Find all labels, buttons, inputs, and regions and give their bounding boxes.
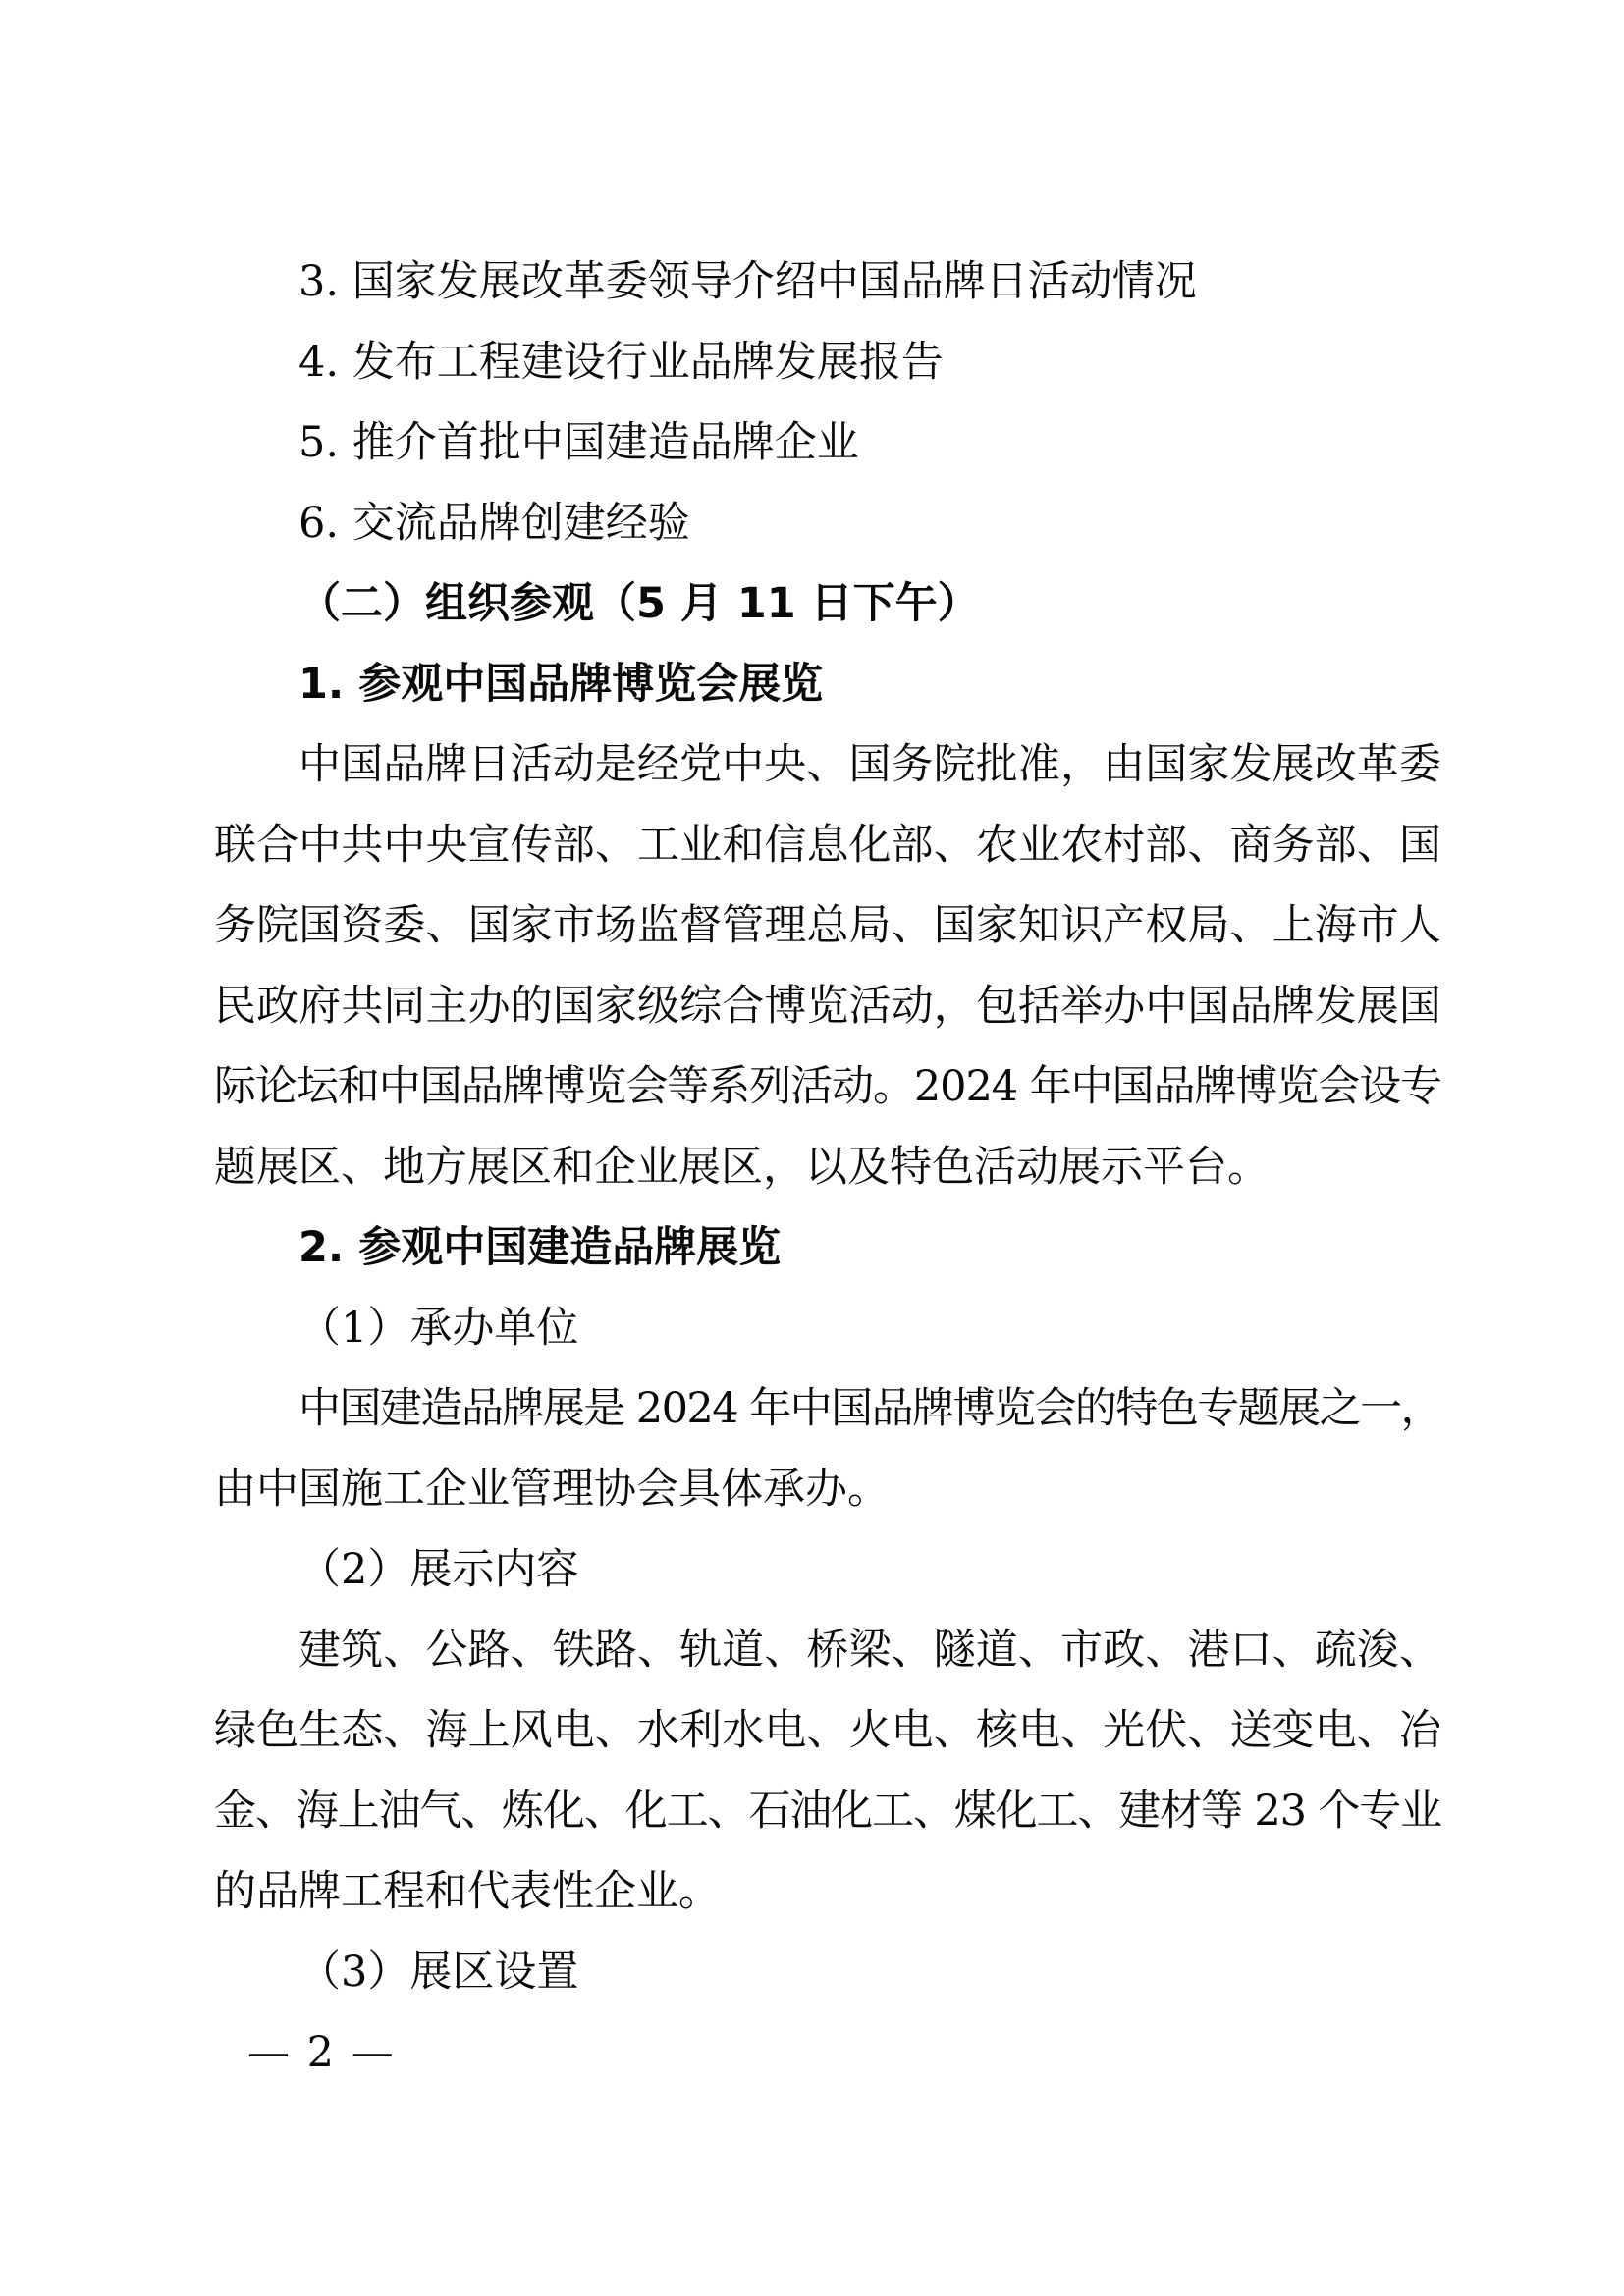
paragraph-line [214, 1851, 1441, 1932]
sub-heading [214, 1932, 1441, 2012]
paragraph-line [214, 1690, 1441, 1771]
paragraph-line-text: 题展区、地方展区和企业展区，以及特色活动展示平台。 [214, 1143, 1270, 1192]
list-item-text: 6. 交流品牌创建经验 [298, 499, 690, 548]
paragraph-line [214, 1771, 1441, 1851]
paragraph-line-text: 民政府共同主办的国家级综合博览活动，包括举办中国品牌发展国 [214, 982, 1441, 1031]
section-heading [214, 1207, 1441, 1288]
paragraph-line [214, 966, 1441, 1046]
list-item [214, 241, 1441, 322]
paragraph-line-text: 由中国施工企业管理协会具体承办。 [214, 1465, 890, 1514]
paragraph-line-text: 绿色生态、海上风电、水利水电、火电、核电、光伏、送变电、冶 [214, 1706, 1441, 1755]
list-item [214, 322, 1441, 402]
section-heading-text: 2. 参观中国建造品牌展览 [298, 1223, 782, 1272]
paragraph-line [214, 885, 1441, 966]
paragraph-line [214, 805, 1441, 885]
paragraph-line-text: 中国品牌日活动是经党中央、国务院批准，由国家发展改革委 [298, 740, 1441, 789]
page-number [247, 2012, 1441, 2093]
section-heading-text: 1. 参观中国品牌博览会展览 [298, 660, 824, 709]
sub-heading-text: （2）展示内容 [298, 1545, 579, 1594]
paragraph-line-text: 建筑、公路、铁路、轨道、桥梁、隧道、市政、港口、疏浚、 [298, 1626, 1441, 1675]
list-item-text: 4. 发布工程建设行业品牌发展报告 [298, 338, 944, 387]
sub-heading-text: （3）展区设置 [298, 1948, 579, 1997]
section-heading [214, 644, 1441, 724]
section-heading [214, 563, 1441, 644]
sub-heading [214, 1288, 1441, 1368]
section-heading-text: （二）组织参观（5 月 11 日下午） [298, 579, 980, 628]
paragraph-line [214, 1046, 1441, 1127]
paragraph-line-text: 金、海上油气、炼化、化工、石油化工、煤化工、建材等 23 个专业 [214, 1787, 1441, 1836]
paragraph-line-text: 际论坛和中国品牌博览会等系列活动。2024 年中国品牌博览会设专 [214, 1062, 1441, 1111]
list-item-text: 3. 国家发展改革委领导介绍中国品牌日活动情况 [298, 257, 1197, 306]
list-item-text: 5. 推介首批中国建造品牌企业 [298, 418, 859, 467]
paragraph-line [214, 1610, 1441, 1690]
paragraph-line-text: 联合中共中央宣传部、工业和信息化部、农业农村部、商务部、国 [214, 821, 1441, 870]
sub-heading-text: （1）承办单位 [298, 1304, 579, 1353]
paragraph-line-text: 的品牌工程和代表性企业。 [214, 1867, 721, 1916]
paragraph-line [214, 1449, 1441, 1529]
paragraph-line [214, 724, 1441, 805]
sub-heading [214, 1529, 1441, 1610]
page-number-text: — 2 — [247, 2028, 396, 2077]
paragraph-line [214, 1368, 1441, 1449]
paragraph-line-text: 务院国资委、国家市场监督管理总局、国家知识产权局、上海市人 [214, 901, 1441, 950]
paragraph-line-text: 中国建造品牌展是 2024 年中国品牌博览会的特色专题展之一， [298, 1384, 1441, 1433]
document-body [214, 241, 1441, 2093]
list-item [214, 402, 1441, 483]
paragraph-line [214, 1127, 1441, 1207]
list-item [214, 483, 1441, 563]
